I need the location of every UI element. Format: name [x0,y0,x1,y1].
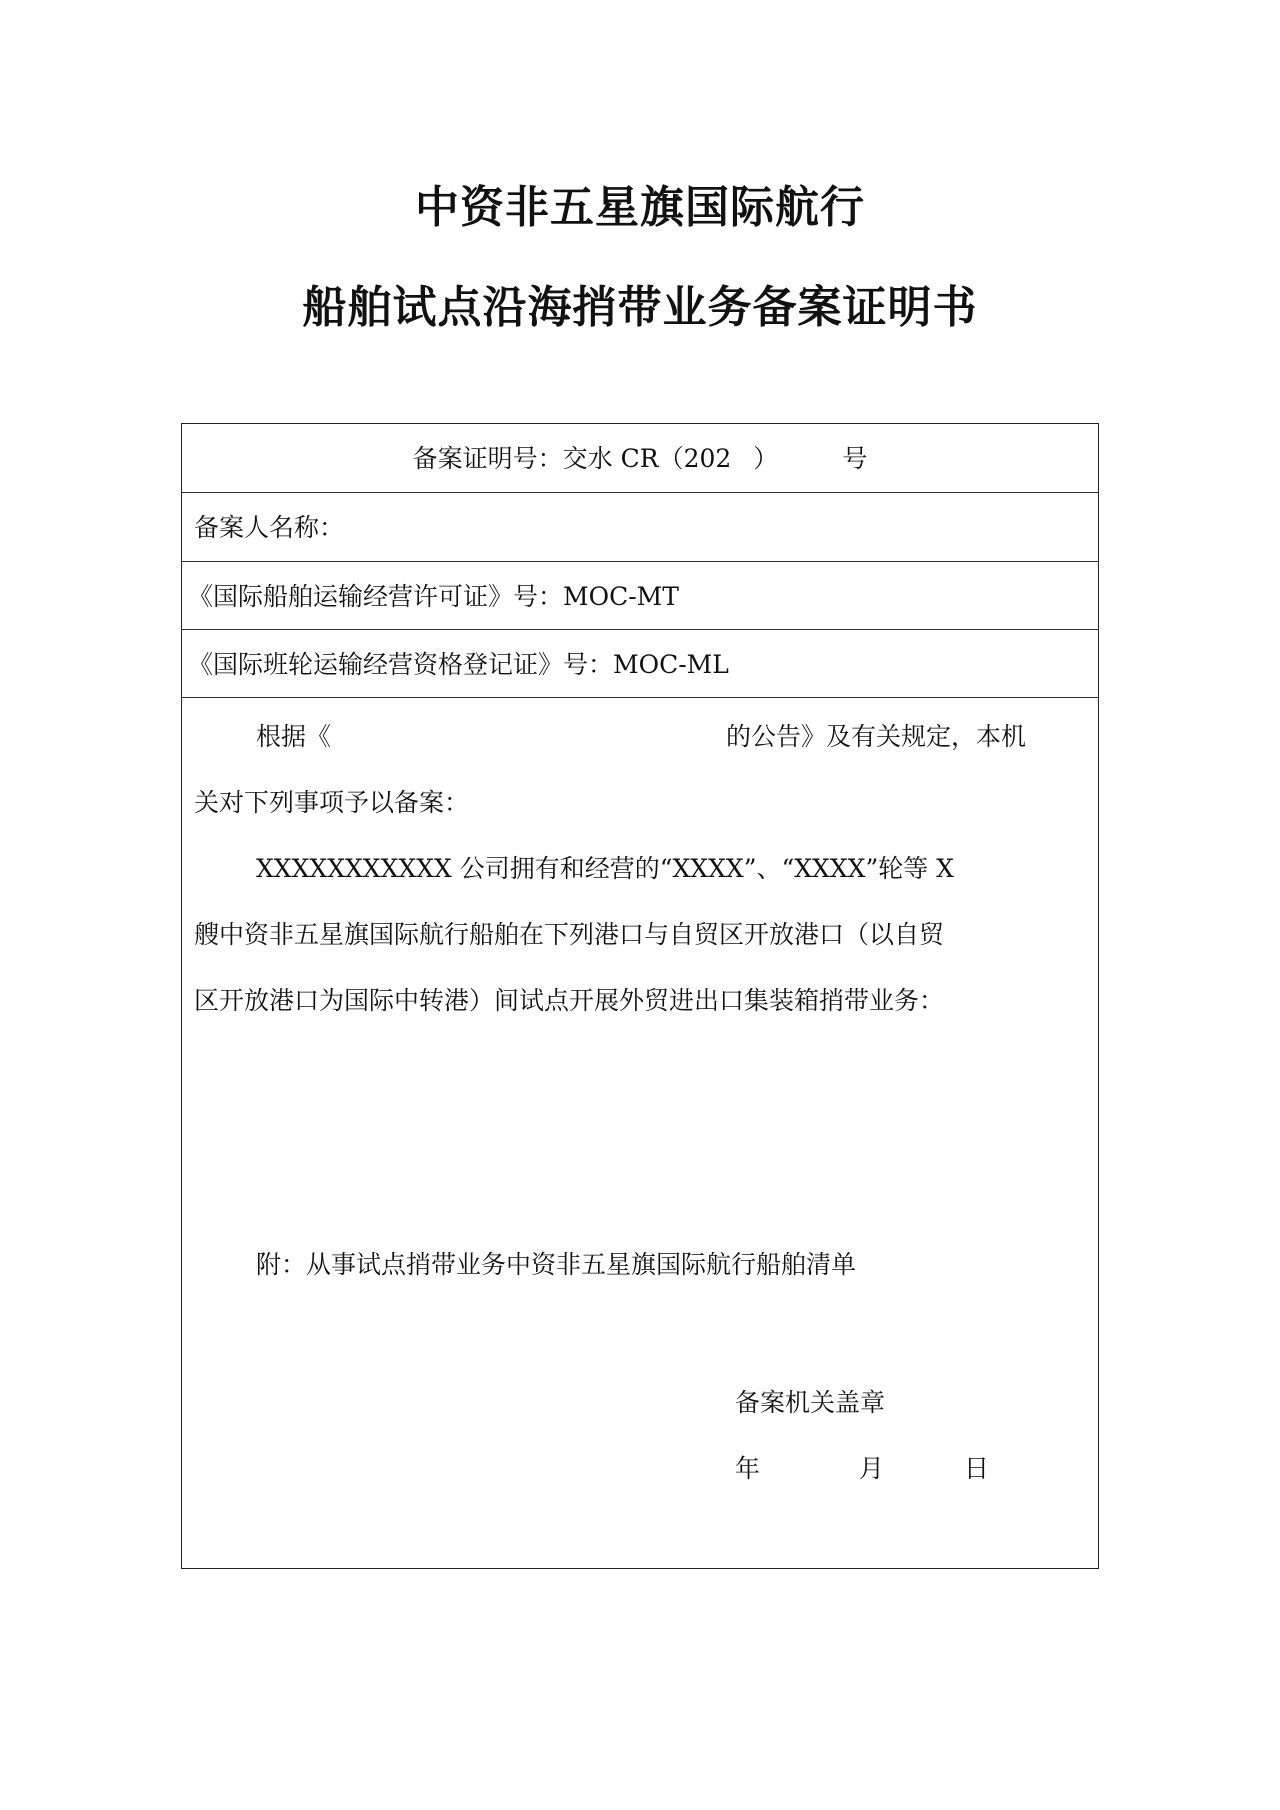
body-line-2: 关对下列事项予以备案： [194,788,470,817]
body-line-1-start: 根据《 [256,722,332,751]
body-line-3: XXXXXXXXXXX 公司拥有和经营的“XXXX”、“XXXX”轮等 X [256,854,954,883]
record-certificate-table [181,423,1099,1569]
body-line-1 [194,704,1086,770]
liner-registration-row [182,630,1098,698]
shipping-license-label: 《国际船舶运输经营许可证》号：MOC-MT [188,582,679,611]
attachment-note: 附：从事试点捎带业务中资非五星旗国际航行船舶清单 [256,1250,857,1279]
document-title-line2: 船舶试点沿海捎带业务备案证明书 [302,282,978,333]
shipping-license-row [182,562,1098,630]
body-line-5: 区开放港口为国际中转港）间试点开展外贸进出口集装箱捎带业务： [194,986,945,1015]
date-day-label: 日 [964,1454,990,1483]
stamp-label: 备案机关盖章 [735,1388,886,1417]
filer-name-label: 备案人名称： [194,513,345,542]
filer-name-row [182,493,1098,562]
date-month-label: 月 [859,1454,885,1483]
document-title-line1: 中资非五星旗国际航行 [415,182,865,233]
record-number-suffix: 号 [842,444,868,473]
record-body [182,698,1098,1568]
date-year-label: 年 [735,1454,761,1483]
date-line [735,1436,989,1502]
record-number-row [182,424,1098,493]
body-line-1-end: 的公告》及有关规定，本机 [726,722,1027,751]
liner-registration-label: 《国际班轮运输经营资格登记证》号：MOC-ML [188,650,729,679]
record-number-close-paren: ） [753,444,779,473]
body-line-4: 艘中资非五星旗国际航行船舶在下列港口与自贸区开放港口（以自贸 [194,920,945,949]
record-number-label: 备案证明号：交水 CR（202 [412,444,732,473]
